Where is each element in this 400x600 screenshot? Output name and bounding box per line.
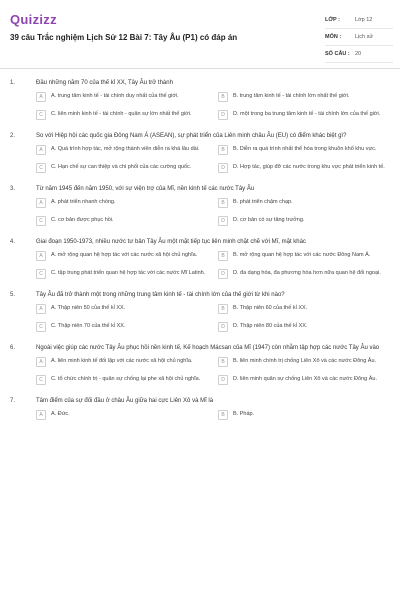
meta-row-subject (325, 29, 393, 46)
answer-option[interactable] (36, 375, 208, 389)
option-letter-box: D (218, 216, 228, 226)
option-text: B. mở rộng quan hệ hợp tác với các nước Đông Nam Á. (233, 251, 371, 258)
meta-value: Lịch sử (355, 34, 374, 40)
answer-option[interactable] (218, 198, 390, 212)
question-number: 5. (10, 292, 16, 298)
document-title: 39 câu Trắc nghiệm Lịch Sử 12 Bài 7: Tây Âu (P1) có đáp án (10, 33, 238, 42)
meta-key: SỐ CÂU : (325, 51, 350, 57)
answer-option[interactable] (36, 251, 208, 265)
question-number: 7. (10, 398, 16, 404)
question-item (10, 238, 390, 283)
option-letter-box: C (36, 269, 46, 279)
question-header (10, 344, 390, 352)
option-text: C. tập trung phát triển quan hệ hợp tác với các nước Mĩ Latinh. (51, 269, 206, 276)
answer-options (10, 145, 390, 177)
option-letter-box: D (218, 269, 228, 279)
answer-options (10, 92, 390, 124)
option-letter-box: B (218, 92, 228, 102)
answer-option[interactable] (36, 410, 208, 424)
option-letter-box: B (218, 304, 228, 314)
answer-option[interactable] (218, 145, 390, 159)
question-item (10, 344, 390, 389)
option-text: A. phát triển nhanh chóng. (51, 198, 116, 205)
answer-option[interactable] (218, 375, 390, 389)
answer-options (10, 251, 390, 283)
question-number: 2. (10, 133, 16, 139)
answer-options (10, 198, 390, 230)
question-text: Tây Âu đã trở thành một trong những trung tâm kinh tế - tài chính lớn của thế giới từ khi nào? (36, 292, 285, 298)
answer-option[interactable] (36, 110, 208, 124)
answer-option[interactable] (36, 269, 208, 283)
question-item (10, 291, 390, 336)
question-item (10, 397, 390, 424)
question-number: 4. (10, 239, 16, 245)
option-letter-box: A (36, 145, 46, 155)
answer-option[interactable] (36, 198, 208, 212)
option-letter-box: D (218, 322, 228, 332)
option-text: C. cơ bản được phục hồi. (51, 216, 114, 223)
option-text: D. cơ bản có sự tăng trưởng. (233, 216, 305, 223)
answer-option[interactable] (218, 322, 390, 336)
option-text: B. Thập niên 60 của thế kỉ XX. (233, 304, 308, 311)
answer-option[interactable] (218, 110, 390, 124)
question-header (10, 291, 390, 299)
option-text: C. tổ chức chính trị - quân sự chống lại phe xã hội chủ nghĩa. (51, 375, 201, 382)
answer-option[interactable] (36, 163, 208, 177)
answer-option[interactable] (218, 163, 390, 177)
question-header (10, 185, 390, 193)
option-text: A. Đức. (51, 410, 70, 417)
question-number: 3. (10, 186, 16, 192)
option-letter-box: D (218, 163, 228, 173)
answer-option[interactable] (36, 357, 208, 371)
option-text: A. Thập niên 50 của thế kỉ XX. (51, 304, 126, 311)
option-letter-box: C (36, 375, 46, 385)
option-text: C. Thập niên 70 của thế kỉ XX. (51, 322, 126, 329)
question-number: 1. (10, 80, 16, 86)
option-letter-box: B (218, 410, 228, 420)
answer-option[interactable] (36, 92, 208, 106)
option-text: A. trung tâm kinh tế - tài chính duy nhất của thế giới. (51, 92, 179, 99)
question-item (10, 79, 390, 124)
answer-options (10, 304, 390, 336)
meta-key: LỚP : (325, 17, 340, 23)
answer-option[interactable] (218, 216, 390, 230)
answer-option[interactable] (218, 357, 390, 371)
answer-options (10, 410, 390, 424)
option-text: D. Hợp tác, giúp đỡ các nước trong khu vực phát triển kinh tế. (233, 163, 385, 170)
option-text: B. Pháp. (233, 410, 255, 417)
option-text: B. Diễn ra quá trình nhất thể hóa trong khuôn khổ khu vực. (233, 145, 377, 152)
meta-value: Lớp 12 (355, 17, 373, 23)
option-text: D. Thập niên 80 của thế kỉ XX. (233, 322, 308, 329)
option-letter-box: C (36, 322, 46, 332)
answer-option[interactable] (218, 410, 390, 424)
meta-row-grade (325, 12, 393, 29)
question-header (10, 79, 390, 87)
option-text: D. liên minh quân sự chống Liên Xô và các nước Đông Âu. (233, 375, 377, 382)
quizizz-logo: Quizizz (10, 12, 57, 27)
question-text: Đầu những năm 70 của thế kỉ XX, Tây Âu trở thành (36, 80, 173, 86)
answer-option[interactable] (218, 92, 390, 106)
question-header (10, 132, 390, 140)
question-header (10, 397, 390, 405)
option-text: A. Quá trình hợp tác, mở rộng thành viên diễn ra khá lâu dài. (51, 145, 200, 152)
option-letter-box: B (218, 251, 228, 261)
answer-option[interactable] (218, 251, 390, 265)
option-text: D. một trong ba trung tâm kinh tế - tài chính lớn của thế giới. (233, 110, 381, 117)
answer-options (10, 357, 390, 389)
answer-option[interactable] (36, 145, 208, 159)
option-letter-box: A (36, 92, 46, 102)
question-text: Từ năm 1945 đến năm 1950, với sự viện trợ của Mĩ, nền kinh tế các nước Tây Âu (36, 186, 255, 192)
option-letter-box: C (36, 216, 46, 226)
question-text: Ngoài việc giúp các nước Tây Âu phục hồi nền kinh tế, Kế hoạch Mácsan của Mĩ (1947) còn nhằm tập hợp các nước Tây Âu vào (36, 345, 380, 351)
option-letter-box: A (36, 357, 46, 367)
option-text: B. phát triển chậm chạp. (233, 198, 293, 205)
answer-option[interactable] (36, 322, 208, 336)
option-letter-box: A (36, 251, 46, 261)
option-letter-box: B (218, 145, 228, 155)
question-header (10, 238, 390, 246)
option-text: B. liên minh chính trị chống Liên Xô và các nước Đông Âu. (233, 357, 377, 364)
option-letter-box: C (36, 163, 46, 173)
answer-option[interactable] (36, 216, 208, 230)
question-number: 6. (10, 345, 16, 351)
option-text: B. trung tâm kinh tế - tài chính lớn nhất thế giới. (233, 92, 350, 99)
option-letter-box: D (218, 110, 228, 120)
meta-key: MÔN : (325, 34, 342, 40)
option-letter-box: A (36, 198, 46, 208)
option-letter-box: B (218, 198, 228, 208)
option-text: C. liên minh kinh tế - tài chính - quân sự lớn nhất thế giới. (51, 110, 192, 117)
meta-value: 20 (355, 51, 362, 57)
option-letter-box: C (36, 110, 46, 120)
answer-option[interactable] (36, 304, 208, 318)
question-text: Giai đoạn 1950-1973, nhiều nước tư bản Tây Âu một mặt tiếp tục liên minh chặt chẽ với Mĩ, mặt khác (36, 239, 306, 245)
meta-table (325, 12, 393, 63)
option-letter-box: A (36, 410, 46, 420)
option-text: A. liên minh kinh tế đối lập với các nước xã hội chủ nghĩa. (51, 357, 193, 364)
option-letter-box: D (218, 375, 228, 385)
option-text: A. mở rộng quan hệ hợp tác với các nước xã hội chủ nghĩa. (51, 251, 198, 258)
document-header (0, 0, 400, 69)
question-text: So với Hiệp hội các quốc gia Đông Nam Á (ASEAN), sự phát triển của Liên minh châu Âu (EU) có điểm khác biệt gì? (36, 133, 347, 139)
option-letter-box: B (218, 357, 228, 367)
answer-option[interactable] (218, 304, 390, 318)
question-list (0, 69, 400, 424)
option-text: D. đa dạng hóa, đa phương hóa hơn nữa quan hệ đối ngoại. (233, 269, 381, 276)
option-letter-box: A (36, 304, 46, 314)
meta-row-count (325, 46, 393, 63)
option-text: C. Hạn chế sự can thiệp và chi phối của các cường quốc. (51, 163, 192, 170)
answer-option[interactable] (218, 269, 390, 283)
question-item (10, 132, 390, 177)
question-text: Tâm điểm của sự đối đầu ở châu Âu giữa hai cực Liên Xô và Mĩ là (36, 398, 214, 404)
question-item (10, 185, 390, 230)
